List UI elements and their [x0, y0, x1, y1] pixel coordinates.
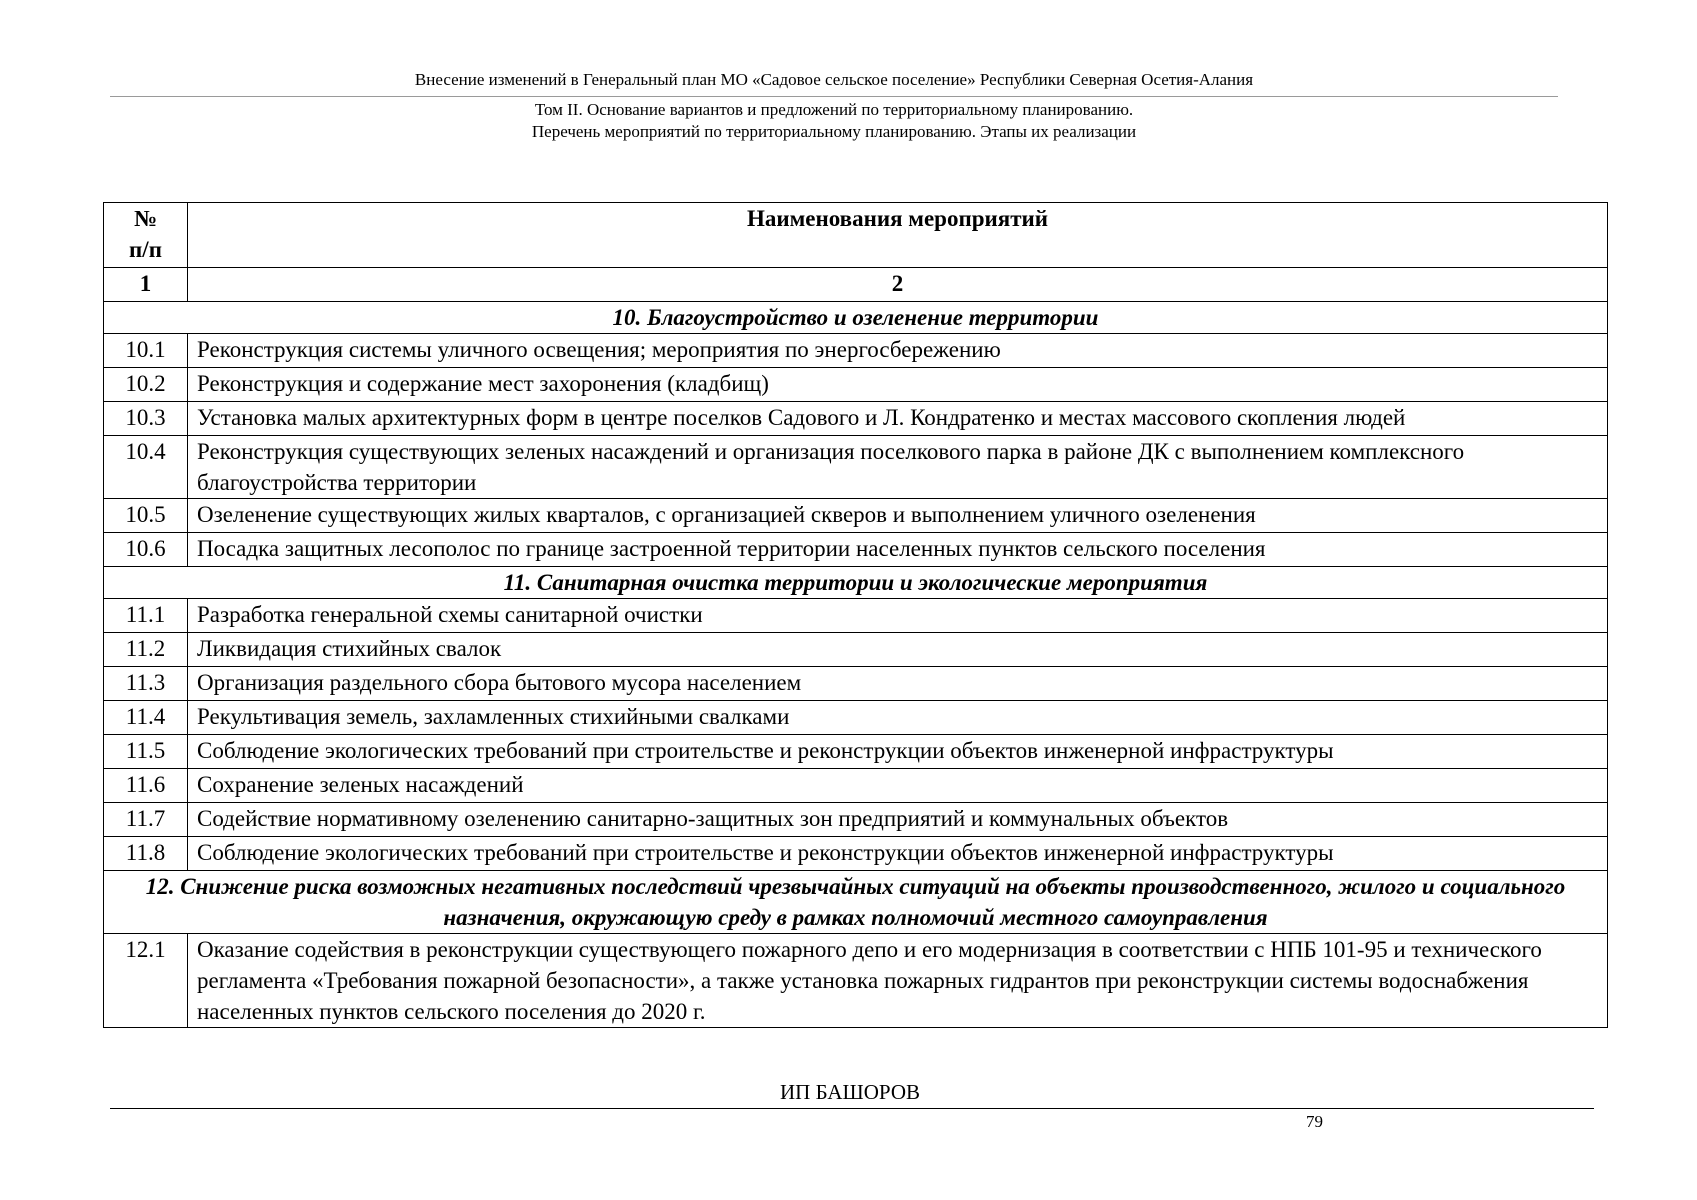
table-row	[104, 402, 1608, 436]
row-number: 11.4	[104, 701, 188, 735]
row-measure-name: Оказание содействия в реконструкции существующего пожарного депо и его модернизация в соответствии с НПБ 101-95 и технического регламента «Требования пожарной безопасности», а также установка пожарных гидрантов при реконструкции системы водоснабжения населенных пунктов сельского поселения до 2020 г.	[188, 934, 1608, 1028]
section-header-row	[104, 567, 1608, 599]
document-header-title: Внесение изменений в Генеральный план МО «Садовое сельское поселение» Республики Северная Осетия-Алания	[414, 70, 1254, 89]
row-measure-name: Реконструкция системы уличного освещения; мероприятия по энергосбережению	[188, 334, 1608, 368]
table-row	[104, 769, 1608, 803]
row-measure-name: Соблюдение экологических требований при строительстве и реконструкции объектов инженерной инфраструктуры	[188, 735, 1608, 769]
column-header-number	[104, 203, 188, 268]
column-index-number: 1	[104, 268, 188, 302]
footer-divider	[110, 1108, 1594, 1109]
table-row	[104, 667, 1608, 701]
row-measure-name: Соблюдение экологических требований при строительстве и реконструкции объектов инженерной инфраструктуры	[188, 837, 1608, 871]
row-measure-name: Ликвидация стихийных свалок	[188, 633, 1608, 667]
row-number: 10.2	[104, 368, 188, 402]
row-measure-name: Организация раздельного сбора бытового мусора населением	[188, 667, 1608, 701]
row-number: 12.1	[104, 934, 188, 1028]
measures-table	[103, 202, 1608, 1028]
row-number: 10.4	[104, 436, 188, 499]
row-number: 11.8	[104, 837, 188, 871]
table-row	[104, 368, 1608, 402]
table-row	[104, 934, 1608, 1028]
table-row	[104, 334, 1608, 368]
table-row	[104, 803, 1608, 837]
row-measure-name: Озеленение существующих жилых кварталов, с организацией скверов и выполнением уличного озеленения	[188, 499, 1608, 533]
column-header-number-line2: п/п	[129, 237, 162, 262]
row-measure-name: Реконструкция и содержание мест захоронения (кладбищ)	[188, 368, 1608, 402]
document-header-volume: Том II. Основание вариантов и предложений по территориальному планированию.	[534, 100, 1134, 119]
row-number: 10.3	[104, 402, 188, 436]
row-number: 11.1	[104, 599, 188, 633]
row-number: 11.2	[104, 633, 188, 667]
row-number: 11.5	[104, 735, 188, 769]
table-row	[104, 633, 1608, 667]
row-number: 11.7	[104, 803, 188, 837]
row-number: 10.5	[104, 499, 188, 533]
row-measure-name: Рекультивация земель, захламленных стихийными свалками	[188, 701, 1608, 735]
row-number: 10.6	[104, 533, 188, 567]
document-header-subtitle: Перечень мероприятий по территориальному планированию. Этапы их реализации	[531, 122, 1137, 141]
row-number: 11.6	[104, 769, 188, 803]
row-number: 11.3	[104, 667, 188, 701]
column-header-number-line1: №	[133, 206, 158, 231]
row-measure-name: Разработка генеральной схемы санитарной очистки	[188, 599, 1608, 633]
table-row	[104, 735, 1608, 769]
table-row	[104, 837, 1608, 871]
row-measure-name: Установка малых архитектурных форм в центре поселков Садового и Л. Кондратенко и местах массового скопления людей	[188, 402, 1608, 436]
section-header-row	[104, 871, 1608, 934]
section-header-row	[104, 302, 1608, 334]
footer-company: ИП БАШОРОВ	[780, 1080, 920, 1104]
row-measure-name: Содействие нормативному озеленению санитарно-защитных зон предприятий и коммунальных объектов	[188, 803, 1608, 837]
row-measure-name: Посадка защитных лесополос по границе застроенной территории населенных пунктов сельского поселения	[188, 533, 1608, 567]
row-measure-name: Реконструкция существующих зеленых насаждений и организация поселкового парка в районе ДК с выполнением комплексного благоустройства территории	[188, 436, 1608, 499]
row-measure-name: Сохранение зеленых насаждений	[188, 769, 1608, 803]
section-title: 10. Благоустройство и озеленение территории	[104, 302, 1608, 334]
header-divider	[110, 96, 1558, 97]
column-header-name: Наименования мероприятий	[188, 203, 1608, 268]
column-index-row	[104, 268, 1608, 302]
table-header-row	[104, 203, 1608, 268]
table-row	[104, 436, 1608, 499]
table-row	[104, 533, 1608, 567]
table-body	[104, 302, 1608, 1028]
column-index-name: 2	[188, 268, 1608, 302]
section-title: 11. Санитарная очистка территории и экологические мероприятия	[104, 567, 1608, 599]
row-number: 10.1	[104, 334, 188, 368]
page-number: 79	[1306, 1112, 1323, 1131]
table-row	[104, 599, 1608, 633]
table-row	[104, 499, 1608, 533]
section-title: 12. Снижение риска возможных негативных последствий чрезвычайных ситуаций на объекты производственного, жилого и социального назначения, окружающую среду в рамках полномочий местного самоуправления	[104, 871, 1608, 934]
table-row	[104, 701, 1608, 735]
